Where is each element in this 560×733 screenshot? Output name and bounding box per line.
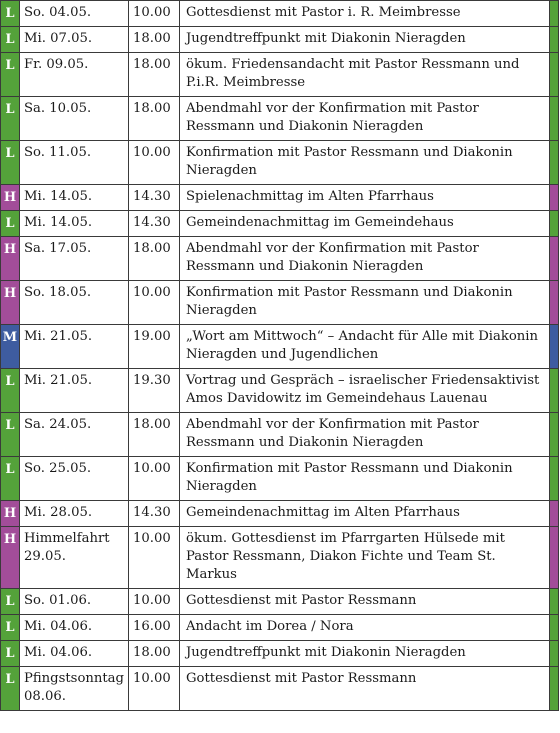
location-color-strip <box>550 667 559 711</box>
event-time: 16.00 <box>129 615 180 641</box>
event-time: 18.00 <box>129 237 180 281</box>
location-code-letter: L <box>5 32 15 47</box>
location-code-badge <box>1 501 20 527</box>
location-code-letter: L <box>5 374 15 389</box>
table-row <box>1 667 559 711</box>
event-description: Konfirmation mit Pastor Ressmann und Diakonin Nieragden <box>180 457 550 501</box>
event-date: Fr. 09.05. <box>20 53 129 97</box>
event-date: Mi. 04.06. <box>20 615 129 641</box>
event-time: 10.00 <box>129 281 180 325</box>
location-color-strip <box>550 527 559 589</box>
event-date: So. 04.05. <box>20 1 129 27</box>
location-code-letter: H <box>3 506 17 521</box>
location-code-badge <box>1 527 20 589</box>
table-row <box>1 457 559 501</box>
table-row <box>1 141 559 185</box>
event-time: 18.00 <box>129 27 180 53</box>
location-code-letter: L <box>5 594 15 609</box>
location-code-badge <box>1 211 20 237</box>
location-code-letter: L <box>5 102 15 117</box>
event-description: Gemeindenachmittag im Alten Pfarrhaus <box>180 501 550 527</box>
location-code-letter: L <box>5 6 15 21</box>
table-row <box>1 527 559 589</box>
location-code-badge <box>1 369 20 413</box>
location-color-strip <box>550 615 559 641</box>
event-time: 10.00 <box>129 589 180 615</box>
location-code-letter: L <box>5 462 15 477</box>
location-code-badge <box>1 237 20 281</box>
location-color-strip <box>550 1 559 27</box>
table-row <box>1 615 559 641</box>
location-color-strip <box>550 369 559 413</box>
location-color-strip <box>550 211 559 237</box>
location-color-strip <box>550 27 559 53</box>
location-color-strip <box>550 185 559 211</box>
location-code-letter: H <box>3 532 17 547</box>
location-code-badge <box>1 281 20 325</box>
location-code-badge <box>1 325 20 369</box>
event-date: So. 25.05. <box>20 457 129 501</box>
table-row <box>1 211 559 237</box>
location-code-badge <box>1 97 20 141</box>
location-color-strip <box>550 97 559 141</box>
event-time: 10.00 <box>129 457 180 501</box>
event-date: Mi. 04.06. <box>20 641 129 667</box>
location-color-strip <box>550 589 559 615</box>
event-date: So. 11.05. <box>20 141 129 185</box>
location-code-letter: L <box>5 418 15 433</box>
event-description: Abendmahl vor der Konfirmation mit Pastor Ressmann und Diakonin Nieragden <box>180 97 550 141</box>
location-color-strip <box>550 281 559 325</box>
event-time: 18.00 <box>129 413 180 457</box>
event-time: 10.00 <box>129 527 180 589</box>
location-color-strip <box>550 413 559 457</box>
event-time: 19.30 <box>129 369 180 413</box>
event-time: 14.30 <box>129 211 180 237</box>
location-code-badge <box>1 667 20 711</box>
table-row <box>1 325 559 369</box>
location-code-badge <box>1 141 20 185</box>
event-description: Vortrag und Gespräch – israelischer Friedensaktivist Amos Davidowitz im Gemeindehaus Lauenau <box>180 369 550 413</box>
event-date: Mi. 21.05. <box>20 369 129 413</box>
location-color-strip <box>550 53 559 97</box>
event-description: Gottesdienst mit Pastor Ressmann <box>180 589 550 615</box>
event-description: Konfirmation mit Pastor Ressmann und Diakonin Nieragden <box>180 141 550 185</box>
location-code-badge <box>1 413 20 457</box>
event-description: Jugendtreffpunkt mit Diakonin Nieragden <box>180 27 550 53</box>
event-description: Abendmahl vor der Konfirmation mit Pastor Ressmann und Diakonin Nieragden <box>180 413 550 457</box>
event-date: Sa. 17.05. <box>20 237 129 281</box>
event-date: Mi. 21.05. <box>20 325 129 369</box>
event-description: ökum. Gottesdienst im Pfarrgarten Hülsede mit Pastor Ressmann, Diakon Fichte und Team St. Markus <box>180 527 550 589</box>
table-row <box>1 369 559 413</box>
event-date: Pfingstsonntag 08.06. <box>20 667 129 711</box>
event-time: 14.30 <box>129 185 180 211</box>
location-code-letter: H <box>3 190 17 205</box>
table-row <box>1 27 559 53</box>
table-row <box>1 97 559 141</box>
location-color-strip <box>550 141 559 185</box>
event-time: 18.00 <box>129 97 180 141</box>
table-row <box>1 185 559 211</box>
location-color-strip <box>550 325 559 369</box>
event-time: 14.30 <box>129 501 180 527</box>
event-date: Sa. 10.05. <box>20 97 129 141</box>
event-description: Gottesdienst mit Pastor i. R. Meimbresse <box>180 1 550 27</box>
table-row <box>1 1 559 27</box>
location-code-letter: L <box>5 146 15 161</box>
event-description: Gemeindenachmittag im Gemeindehaus <box>180 211 550 237</box>
event-date: Mi. 28.05. <box>20 501 129 527</box>
event-time: 10.00 <box>129 667 180 711</box>
table-row <box>1 237 559 281</box>
table-row <box>1 281 559 325</box>
location-code-badge <box>1 53 20 97</box>
location-color-strip <box>550 237 559 281</box>
event-time: 10.00 <box>129 141 180 185</box>
event-description: Spielenachmittag im Alten Pfarrhaus <box>180 185 550 211</box>
location-code-badge <box>1 1 20 27</box>
location-code-letter: M <box>2 330 18 345</box>
location-code-letter: H <box>3 242 17 257</box>
location-code-badge <box>1 185 20 211</box>
schedule-body <box>1 1 559 711</box>
table-row <box>1 53 559 97</box>
location-color-strip <box>550 501 559 527</box>
event-description: Abendmahl vor der Konfirmation mit Pastor Ressmann und Diakonin Nieragden <box>180 237 550 281</box>
location-code-letter: L <box>5 620 15 635</box>
event-description: Andacht im Dorea / Nora <box>180 615 550 641</box>
event-description: Konfirmation mit Pastor Ressmann und Diakonin Nieragden <box>180 281 550 325</box>
location-code-badge <box>1 27 20 53</box>
event-time: 10.00 <box>129 1 180 27</box>
location-code-badge <box>1 457 20 501</box>
location-code-letter: L <box>5 672 15 687</box>
location-code-badge <box>1 641 20 667</box>
event-time: 18.00 <box>129 53 180 97</box>
table-row <box>1 501 559 527</box>
event-description: Gottesdienst mit Pastor Ressmann <box>180 667 550 711</box>
event-description: Jugendtreffpunkt mit Diakonin Nieragden <box>180 641 550 667</box>
location-color-strip <box>550 457 559 501</box>
event-date: So. 18.05. <box>20 281 129 325</box>
event-date: Mi. 07.05. <box>20 27 129 53</box>
location-code-badge <box>1 615 20 641</box>
location-code-letter: L <box>5 216 15 231</box>
location-color-strip <box>550 641 559 667</box>
table-row <box>1 641 559 667</box>
table-row <box>1 589 559 615</box>
event-time: 19.00 <box>129 325 180 369</box>
location-code-letter: H <box>3 286 17 301</box>
table-row <box>1 413 559 457</box>
event-date: Himmelfahrt 29.05. <box>20 527 129 589</box>
location-code-letter: L <box>5 646 15 661</box>
event-date: Mi. 14.05. <box>20 211 129 237</box>
location-code-letter: L <box>5 58 15 73</box>
event-date: Mi. 14.05. <box>20 185 129 211</box>
location-code-badge <box>1 589 20 615</box>
event-description: ökum. Friedensandacht mit Pastor Ressmann und P.i.R. Meimbresse <box>180 53 550 97</box>
event-time: 18.00 <box>129 641 180 667</box>
event-date: So. 01.06. <box>20 589 129 615</box>
event-date: Sa. 24.05. <box>20 413 129 457</box>
event-description: „Wort am Mittwoch“ – Andacht für Alle mit Diakonin Nieragden und Jugendlichen <box>180 325 550 369</box>
